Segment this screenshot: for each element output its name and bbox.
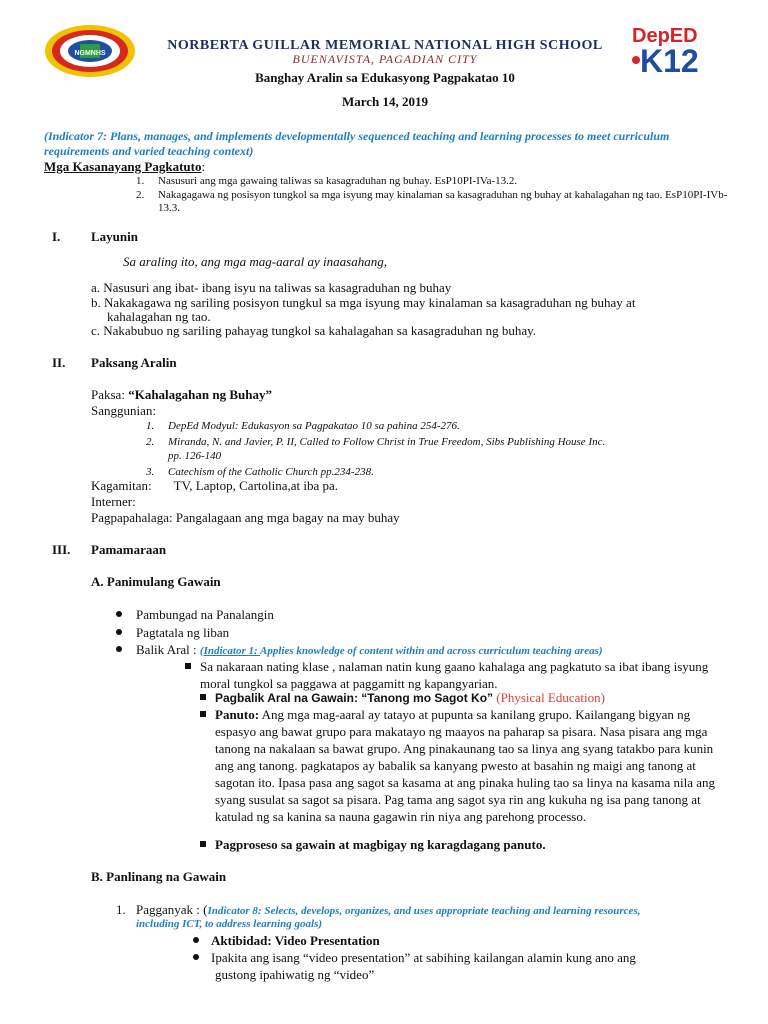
interner-label: Interner:: [91, 494, 136, 509]
bullet-icon: [193, 954, 199, 960]
ref-3: 3. Catechism of the Catholic Church pp.234-238.: [146, 466, 374, 478]
indicator-7: (Indicator 7: Plans, manages, and implements developmentally sequenced teaching and learning processes to meet curriculum requirements and varied teaching context): [44, 129, 670, 158]
layunin-b-cont: kahalagahan ng tao.: [107, 309, 211, 324]
ref-1: 1. DepEd Modyul: Edukasyon sa Pagpakatao 10 sa pahina 254-276.: [146, 420, 460, 432]
square-bullet-icon: [185, 663, 191, 669]
balik-aral-sub-2: Pagbalik Aral na Gawain: “Tanong mo Sagot Ko” (Physical Education): [215, 689, 735, 707]
square-bullet-icon: [200, 711, 206, 717]
kasanayan-item-1: 1. Nasusuri ang mga gawaing taliwas sa kasagraduhan ng buhay. EsP10PI-IVa-13.2.: [136, 175, 518, 187]
layunin-intro: Sa araling ito, ang mga mag-aaral ay inaasahang,: [123, 254, 387, 269]
svg-text:K12: K12: [640, 43, 699, 74]
ref-2-cont: pp. 126-140: [168, 450, 222, 462]
indicator-8-cont: including ICT, to address learning goals): [136, 918, 323, 930]
document-date: March 14, 2019: [341, 94, 429, 109]
paksa-line: Paksa: “Kahalagahan ng Buhay”: [91, 387, 272, 402]
layunin-b: b. Nakakagawa ng sariling posisyon tungkul sa mga isyung may kinalaman sa kasagraduhan ng buhay at: [91, 295, 636, 310]
aktibidad-line: Aktibidad: Video Presentation: [193, 932, 380, 949]
document-title: Banghay Aralin sa Edukasyong Pagpakatao 10: [255, 70, 515, 85]
kagamitan-line: Kagamitan: TV, Laptop, Cartolina,at iba pa.: [91, 478, 339, 493]
school-name: NORBERTA GUILLAR MEMORIAL NATIONAL HIGH SCHOOL: [167, 38, 603, 53]
square-bullet-icon: [200, 694, 206, 700]
bullet-icon: [116, 629, 122, 635]
subsection-b-heading: B. Panlinang na Gawain: [91, 869, 227, 884]
school-seal-logo: [44, 24, 136, 78]
section-2-roman: II.: [52, 355, 66, 370]
kasanayan-item-2: 2. Nakagagawa ng posisyon tungkol sa mga isyung may kinalaman sa kasagraduhan ng buhay at kahalagahan ng tao. EsP10PI-IVb-13.3.: [136, 189, 728, 214]
section-2-heading: Paksang Aralin: [91, 355, 177, 370]
pagganyak-line: 1. Pagganyak : (Indicator 8: Selects, develops, organizes, and uses appropriate teaching and learning resources,: [116, 902, 641, 917]
section-1-heading: Layunin: [91, 229, 138, 244]
bullet-balik-aral: Balik Aral : (Indicator 1: Applies knowledge of content within and across curriculum teaching areas): [116, 641, 736, 660]
svg-text:DepED: DepED: [632, 25, 698, 47]
pagpapahalaga-line: Pagpapahalaga: Pangalagaan ang mga bagay na may buhay: [91, 510, 400, 525]
sanggunian-label: Sanggunian:: [91, 403, 156, 418]
balik-aral-sub-4: Pagproseso sa gawain at magbigay ng karagdagang panuto.: [215, 836, 735, 853]
deped-k12-logo: [630, 22, 722, 74]
school-city: BUENAVISTA, PAGADIAN CITY: [292, 52, 478, 66]
layunin-a: a. Nasusuri ang ibat- ibang isyu na taliwas sa kasagraduhan ng buhay: [91, 280, 452, 295]
ipakita-line: Ipakita ang isang “video presentation” at sabihing kailangan alamin kung ano ang: [193, 949, 733, 966]
section-3-roman: III.: [52, 542, 71, 557]
subsection-a-heading: A. Panimulang Gawain: [91, 574, 221, 589]
bullet-icon: [116, 646, 122, 652]
square-bullet-icon: [200, 841, 206, 847]
bullet-icon: [116, 611, 122, 617]
ref-2: 2. Miranda, N. and Javier, P. II, Called to Follow Christ in True Freedom, Sibs Publishing House Inc.: [146, 436, 606, 448]
balik-aral-panuto: Panuto: Ang mga mag-aaral ay tatayo at pupunta sa kanilang grupo. Kailangang bigyan ng espasyo ang bawat grupo para makatayo ng maayos na paharap sa pisara. Nasa pisara ang mga tanong na nakalaan sa bawat grupo. Ang pinakaunang tao sa linya ang syang tatakbo para kunin ang ang tanong. pagkatapos ay babalik sa kanyang pwesto at basahin ng maigi ang tanong at sagotan ito. Ipasa pasa ang sagot sa kasama at ang pinaka huling tao sa linya na kasama nila ang syang susulat sa sagot sa pisara. Pag tama ang sagot sya rin ang kukuha ng isa pang tanong at katulad ng sa kanina sa nauna gagawin rin niya ang parehong processo.: [215, 706, 723, 825]
bullet-icon: [193, 937, 199, 943]
svg-text:NGMNHS: NGMNHS: [74, 50, 106, 57]
bullet-pagtatala: Pagtatala ng liban: [116, 624, 229, 641]
bullet-pambungad: Pambungad na Panalangin: [116, 606, 274, 623]
ipakita-line-cont: gustong ipahiwatig ng “video”: [215, 967, 375, 982]
layunin-c: c. Nakabubuo ng sariling pahayag tungkol sa kahalagahan sa kasagraduhan ng buhay.: [91, 323, 536, 338]
section-1-roman: I.: [52, 229, 61, 244]
section-3-heading: Pamamaraan: [91, 542, 167, 557]
balik-aral-sub-1: Sa nakaraan nating klase , nalaman natin kung gaano kahalaga ang pagkatuto sa ibat ibang isyung moral tungkol sa paggawa at paggamitt ng kapangyarian.: [200, 658, 720, 692]
kasanayan-heading: Mga Kasanayang Pagkatuto:: [44, 159, 206, 174]
